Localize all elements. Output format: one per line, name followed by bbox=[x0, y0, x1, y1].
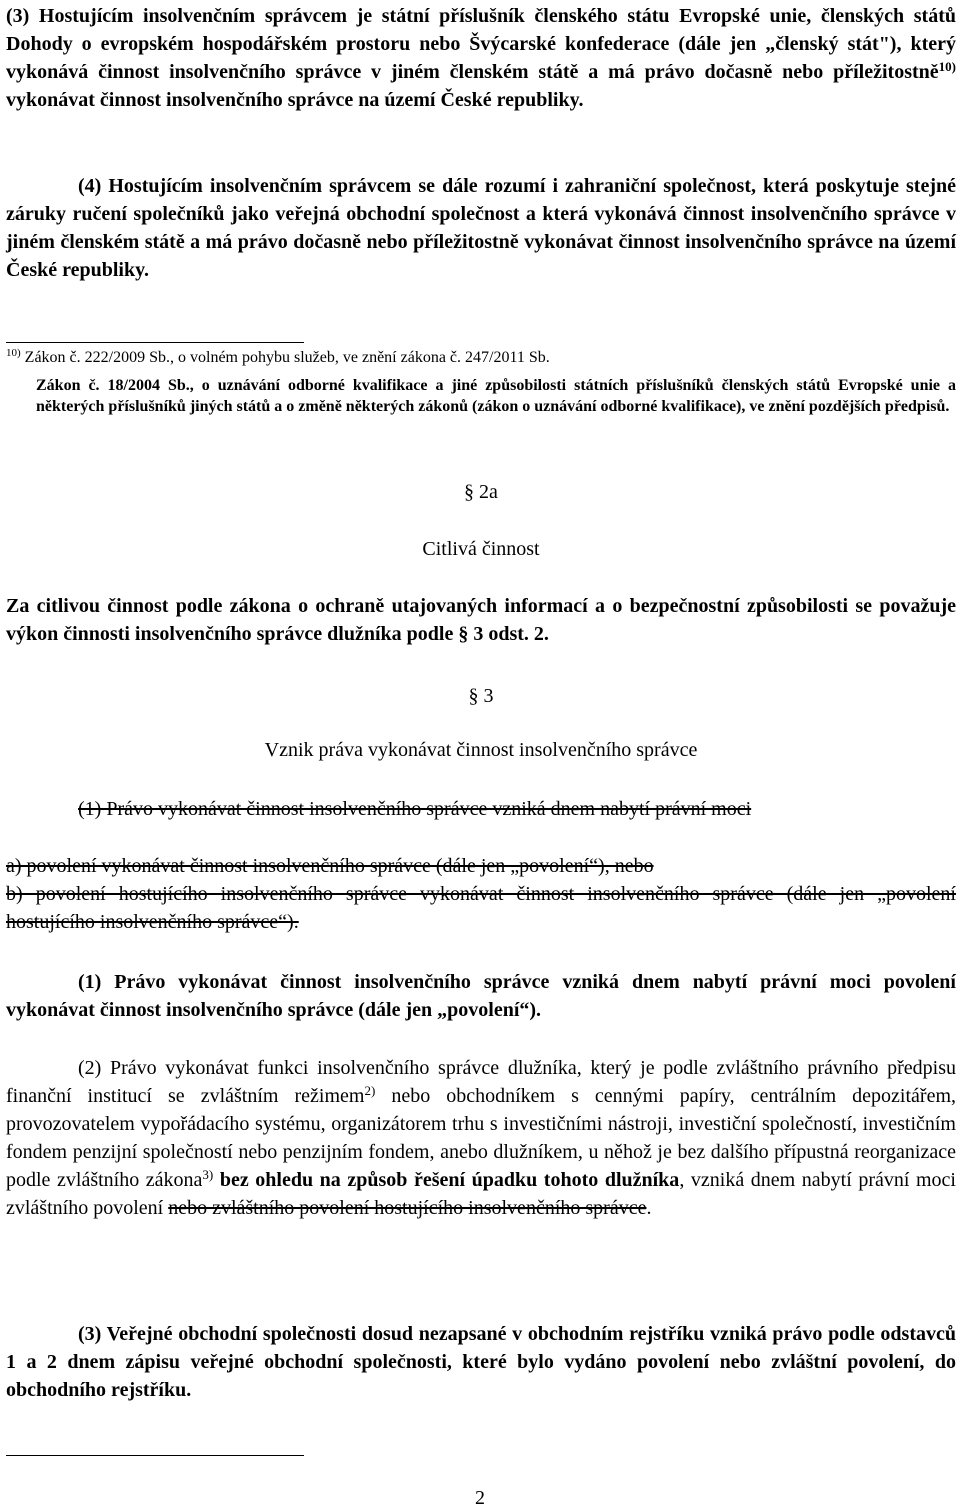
footnote-line-2 bbox=[6, 375, 956, 417]
paragraph-text: . bbox=[646, 1197, 652, 1219]
struck-item-a: a) povolení vykonávat činnost insolvenčního správce (dále jen „povolení“), nebo bbox=[6, 855, 654, 877]
footnote-ref[interactable]: 2) bbox=[364, 1083, 376, 1098]
paragraph-3-1-new: (1) Právo vykonávat činnost insolvenčního správce vzniká dnem nabytí právní moci povolení vykonávat činnost insolvenčního správce (dále jen „povolení“). bbox=[6, 971, 956, 1021]
footnote-block bbox=[6, 347, 956, 417]
section-2a-text bbox=[6, 592, 956, 648]
struck-text: nebo zvláštního povolení hostujícího insolvenčního správce bbox=[168, 1197, 647, 1219]
section-2a-number: § 2a bbox=[464, 481, 498, 503]
paragraph-hostujici-3 bbox=[6, 2, 956, 114]
section-3-title: Vznik práva vykonávat činnost insolvenčního správce bbox=[264, 739, 698, 761]
paragraph-text: vykonávat činnost insolvenčního správce na území České republiky. bbox=[6, 89, 584, 111]
paragraph-hostujici-4: (4) Hostujícím insolvenčním správcem se dále rozumí i zahraniční společnost, která poskytuje stejné záruky ručení společníků jako veřejná obchodní společnost a která vykonává činnost insolvenčního správce v jiném členském státě a má právo dočasně nebo příležitostně vykonávat činnost insolvenčního správce na území České republiky. bbox=[6, 175, 956, 281]
paragraph-text: , vzniká dnem nabytí právní moci zvláštního povolení bbox=[6, 1169, 956, 1219]
section-ref[interactable]: § 3 odst. 2. bbox=[458, 623, 549, 645]
paragraph-text: nebo obchodníkem s cennými papíry, centrálním depozitářem, provozovatelem vypořádacího systému, organizátorem trhu s investičními nástroji, investiční společností, investičním fondem penzijní společností nebo penzijním fondem, anebo dlužníkem, u něhož je bez dalšího přípustná reorganizace podle zvláštního zákona bbox=[6, 1085, 957, 1191]
section-3-number: § 3 bbox=[468, 685, 494, 707]
footnote-divider bbox=[6, 342, 304, 343]
footnote-mark: 10) bbox=[6, 347, 21, 359]
struck-paragraph-1: (1) Právo vykonávat činnost insolvenčního správce vzniká dnem nabytí právní moci bbox=[78, 798, 752, 820]
footnote-text: , o uznávání odborné kvalifikace a jiné způsobilosti státních příslušníků členských států Evropské unie a některých příslušníků jiných států a o změně některých zákonů (zákon o uznávání odborné kvalifikace), ve znění pozdějších předpisů. bbox=[36, 377, 957, 415]
footnote-ref[interactable]: 3) bbox=[202, 1167, 214, 1182]
footnote-law-ref: Zákon č. 222/2009 Sb. bbox=[20, 349, 170, 366]
page-number: 2 bbox=[475, 1487, 485, 1509]
footnote-text: , o volném pohybu služeb, ve znění zákona č. 247/2011 Sb. bbox=[170, 349, 550, 366]
paragraph-3-2 bbox=[6, 1054, 956, 1222]
paragraph-text: Za citlivou činnost podle zákona o ochraně utajovaných informací a o bezpečnostní způsobilosti se považuje výkon činnosti insolvenčního správce dlužníka podle bbox=[6, 595, 956, 645]
paragraph-text: (3) Hostujícím insolvenčním správcem je státní příslušník členského státu Evropské unie, členských států Dohody o evropském hospodářském prostoru nebo Švýcarské konfederace (dále jen „členský stát"), který vykonává činnost insolvenčního správce v jiném členském státě a má právo dočasně nebo příležitostně bbox=[6, 5, 956, 83]
paragraph-3-3: (3) Veřejné obchodní společnosti dosud nezapsané v obchodním rejstříku vzniká právo podle odstavců 1 a 2 dnem zápisu veřejné obchodní společnosti, které bylo vydáno povolení nebo zvláštní povolení, do obchodního rejstříku. bbox=[6, 1323, 956, 1401]
footnote-ref[interactable]: 10) bbox=[938, 59, 956, 74]
footnote-line-1 bbox=[6, 347, 956, 368]
paragraph-text: (2) Právo vykonávat funkci insolvenčního správce dlužníka, který je podle zvláštního právního předpisu finanční institucí se zvláštním režimem bbox=[6, 1057, 956, 1107]
footnote-divider-bottom bbox=[6, 1455, 304, 1456]
paragraph-bold-text: bez ohledu na způsob řešení úpadku tohoto dlužníka bbox=[213, 1169, 680, 1191]
section-2a-title: Citlivá činnost bbox=[422, 538, 540, 560]
footnote-law-ref: Zákon č. 18/2004 Sb. bbox=[36, 377, 190, 394]
struck-item-b: b) povolení hostujícího insolvenčního správce vykonávat činnost insolvenčního správce (dále jen „povolení hostujícího insolvenčního správce“). bbox=[6, 883, 956, 933]
